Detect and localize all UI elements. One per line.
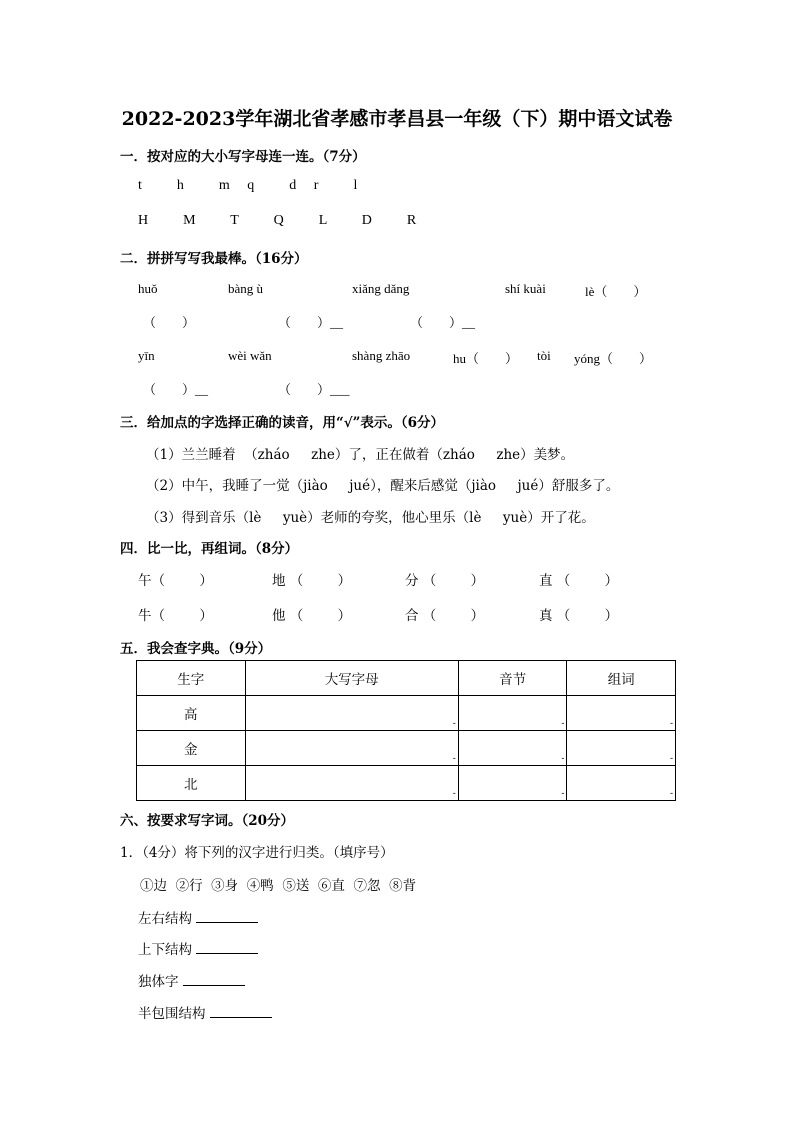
answer-line[interactable] xyxy=(196,910,258,923)
table-cell-blank[interactable] xyxy=(245,696,458,731)
table-header: 音节 xyxy=(458,661,567,696)
pinyin-item: hu（ ） xyxy=(453,351,519,366)
table-cell-blank[interactable] xyxy=(458,696,567,731)
question-1: 1．（4分）将下列的汉字进行归类。（填序号） xyxy=(120,845,394,861)
pinyin-item: yóng（ ） xyxy=(574,351,653,366)
table-header: 大写字母 xyxy=(245,661,458,696)
pinyin-item: bàng ù xyxy=(228,281,264,296)
answer-line[interactable] xyxy=(196,941,258,954)
section-1-heading: 一．按对应的大小写字母连一连。（7分） xyxy=(120,149,366,165)
pinyin-item: xiǎng dǎng xyxy=(352,281,410,296)
section-3-heading: 三．给加点的字选择正确的读音，用“√”表示。（6分） xyxy=(120,415,445,431)
table-cell-blank[interactable] xyxy=(458,731,567,766)
answer-blank[interactable]: （ ）___ xyxy=(278,382,350,397)
section-4-heading: 四．比一比，再组词。（8分） xyxy=(120,541,299,557)
table-cell-blank[interactable] xyxy=(567,696,676,731)
compare-item: 地 （ ） xyxy=(272,573,352,589)
table-header: 生字 xyxy=(137,661,246,696)
table-cell-blank[interactable] xyxy=(245,766,458,801)
reading-question: （2）中午，我睡了一觉（jiào jué），醒来后感觉（jiào jué）舒服多了。 xyxy=(146,478,620,494)
compare-item: 分 （ ） xyxy=(405,573,485,589)
answer-line[interactable] xyxy=(183,973,245,986)
section-5-heading: 五．我会查字典。（9分） xyxy=(120,641,272,657)
pinyin-item: shàng zhāo xyxy=(352,348,411,363)
category-row xyxy=(138,938,258,958)
exam-title: 2022-2023学年湖北省孝感市孝昌县一年级（下）期中语文试卷 xyxy=(121,108,673,130)
compare-item: 直 （ ） xyxy=(539,573,619,589)
category-label: 半包围结构 xyxy=(138,1006,206,1022)
pinyin-item: huǒ xyxy=(138,281,158,296)
compare-item: 牛（ ） xyxy=(138,608,213,624)
table-row xyxy=(137,696,676,731)
pinyin-item: shí kuài xyxy=(505,281,546,296)
compare-item: 合 （ ） xyxy=(405,608,485,624)
pinyin-item: lè（ ） xyxy=(585,284,647,299)
compare-item: 他 （ ） xyxy=(272,608,352,624)
table-row xyxy=(137,766,676,801)
pinyin-item: tòi xyxy=(537,348,551,363)
pinyin-item: wèi wǎn xyxy=(228,348,272,363)
table-header-row xyxy=(137,661,676,696)
table-cell-blank[interactable] xyxy=(245,731,458,766)
category-row xyxy=(138,970,245,990)
answer-blank[interactable]: （ ） xyxy=(143,315,196,330)
pinyin-item: yīn xyxy=(138,348,155,363)
uppercase-letters: H M T Q L D R xyxy=(138,213,417,228)
section-2-heading: 二．拼拼写写我最棒。（16分） xyxy=(120,251,308,267)
char-list: ①边 ②行 ③身 ④鸭 ⑤送 ⑥直 ⑦忽 ⑧背 xyxy=(140,878,417,894)
table-header: 组词 xyxy=(567,661,676,696)
category-label: 左右结构 xyxy=(138,911,192,927)
category-label: 独体字 xyxy=(138,974,179,990)
table-cell-blank[interactable] xyxy=(567,731,676,766)
section-6-heading: 六、按要求写字词。（20分） xyxy=(120,813,295,829)
compare-item: 午（ ） xyxy=(138,573,213,589)
answer-blank[interactable]: （ ）__ xyxy=(278,315,344,330)
reading-question: （1）兰兰睡着 （zháo zhe）了，正在做着（zháo zhe）美梦。 xyxy=(146,447,575,463)
category-label: 上下结构 xyxy=(138,942,192,958)
category-row xyxy=(138,1002,272,1022)
category-row xyxy=(138,907,258,927)
answer-blank[interactable]: （ ）__ xyxy=(410,315,476,330)
table-cell-char: 金 xyxy=(137,731,246,766)
lowercase-letters: t h m q d r l xyxy=(138,178,358,193)
answer-line[interactable] xyxy=(210,1005,272,1018)
table-cell-char: 高 xyxy=(137,696,246,731)
table-cell-blank[interactable] xyxy=(458,766,567,801)
table-row xyxy=(137,731,676,766)
table-cell-blank[interactable] xyxy=(567,766,676,801)
answer-blank[interactable]: （ ）__ xyxy=(143,382,209,397)
reading-question: （3）得到音乐（lè yuè）老师的夸奖，他心里乐（lè yuè）开了花。 xyxy=(146,510,595,526)
dictionary-table xyxy=(136,660,676,801)
table-cell-char: 北 xyxy=(137,766,246,801)
compare-item: 真 （ ） xyxy=(539,608,619,624)
